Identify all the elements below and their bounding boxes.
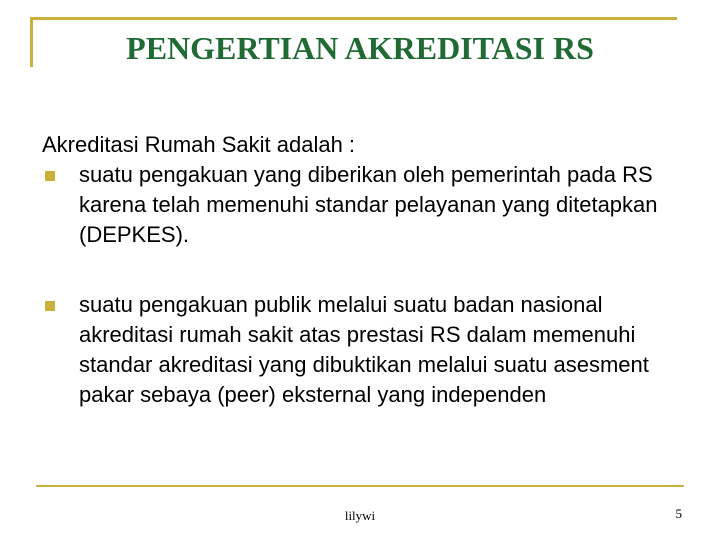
top-divider: [30, 17, 677, 20]
intro-text: Akreditasi Rumah Sakit adalah :: [42, 132, 356, 157]
slide-title: PENGERTIAN AKREDITASI RS: [126, 30, 594, 66]
bullet-item: [42, 160, 682, 250]
bullet-item: [42, 290, 682, 410]
bottom-divider: [36, 485, 684, 487]
slide-body: [42, 130, 682, 410]
footer-text: lilywi: [344, 508, 376, 523]
page-number: 5: [675, 506, 682, 521]
square-bullet-icon: [45, 171, 55, 181]
bullet-text: suatu pengakuan yang diberikan oleh pemerintah pada RS karena telah memenuhi standar pelayanan yang ditetapkan (DEPKES).: [79, 162, 658, 247]
square-bullet-icon: [45, 301, 55, 311]
bullet-text: suatu pengakuan publik melalui suatu badan nasional akreditasi rumah sakit atas prestasi RS dalam memenuhi standar akreditasi yang dibuktikan melalui suatu asesment pakar sebaya (peer) eksternal yang independen: [79, 292, 649, 407]
